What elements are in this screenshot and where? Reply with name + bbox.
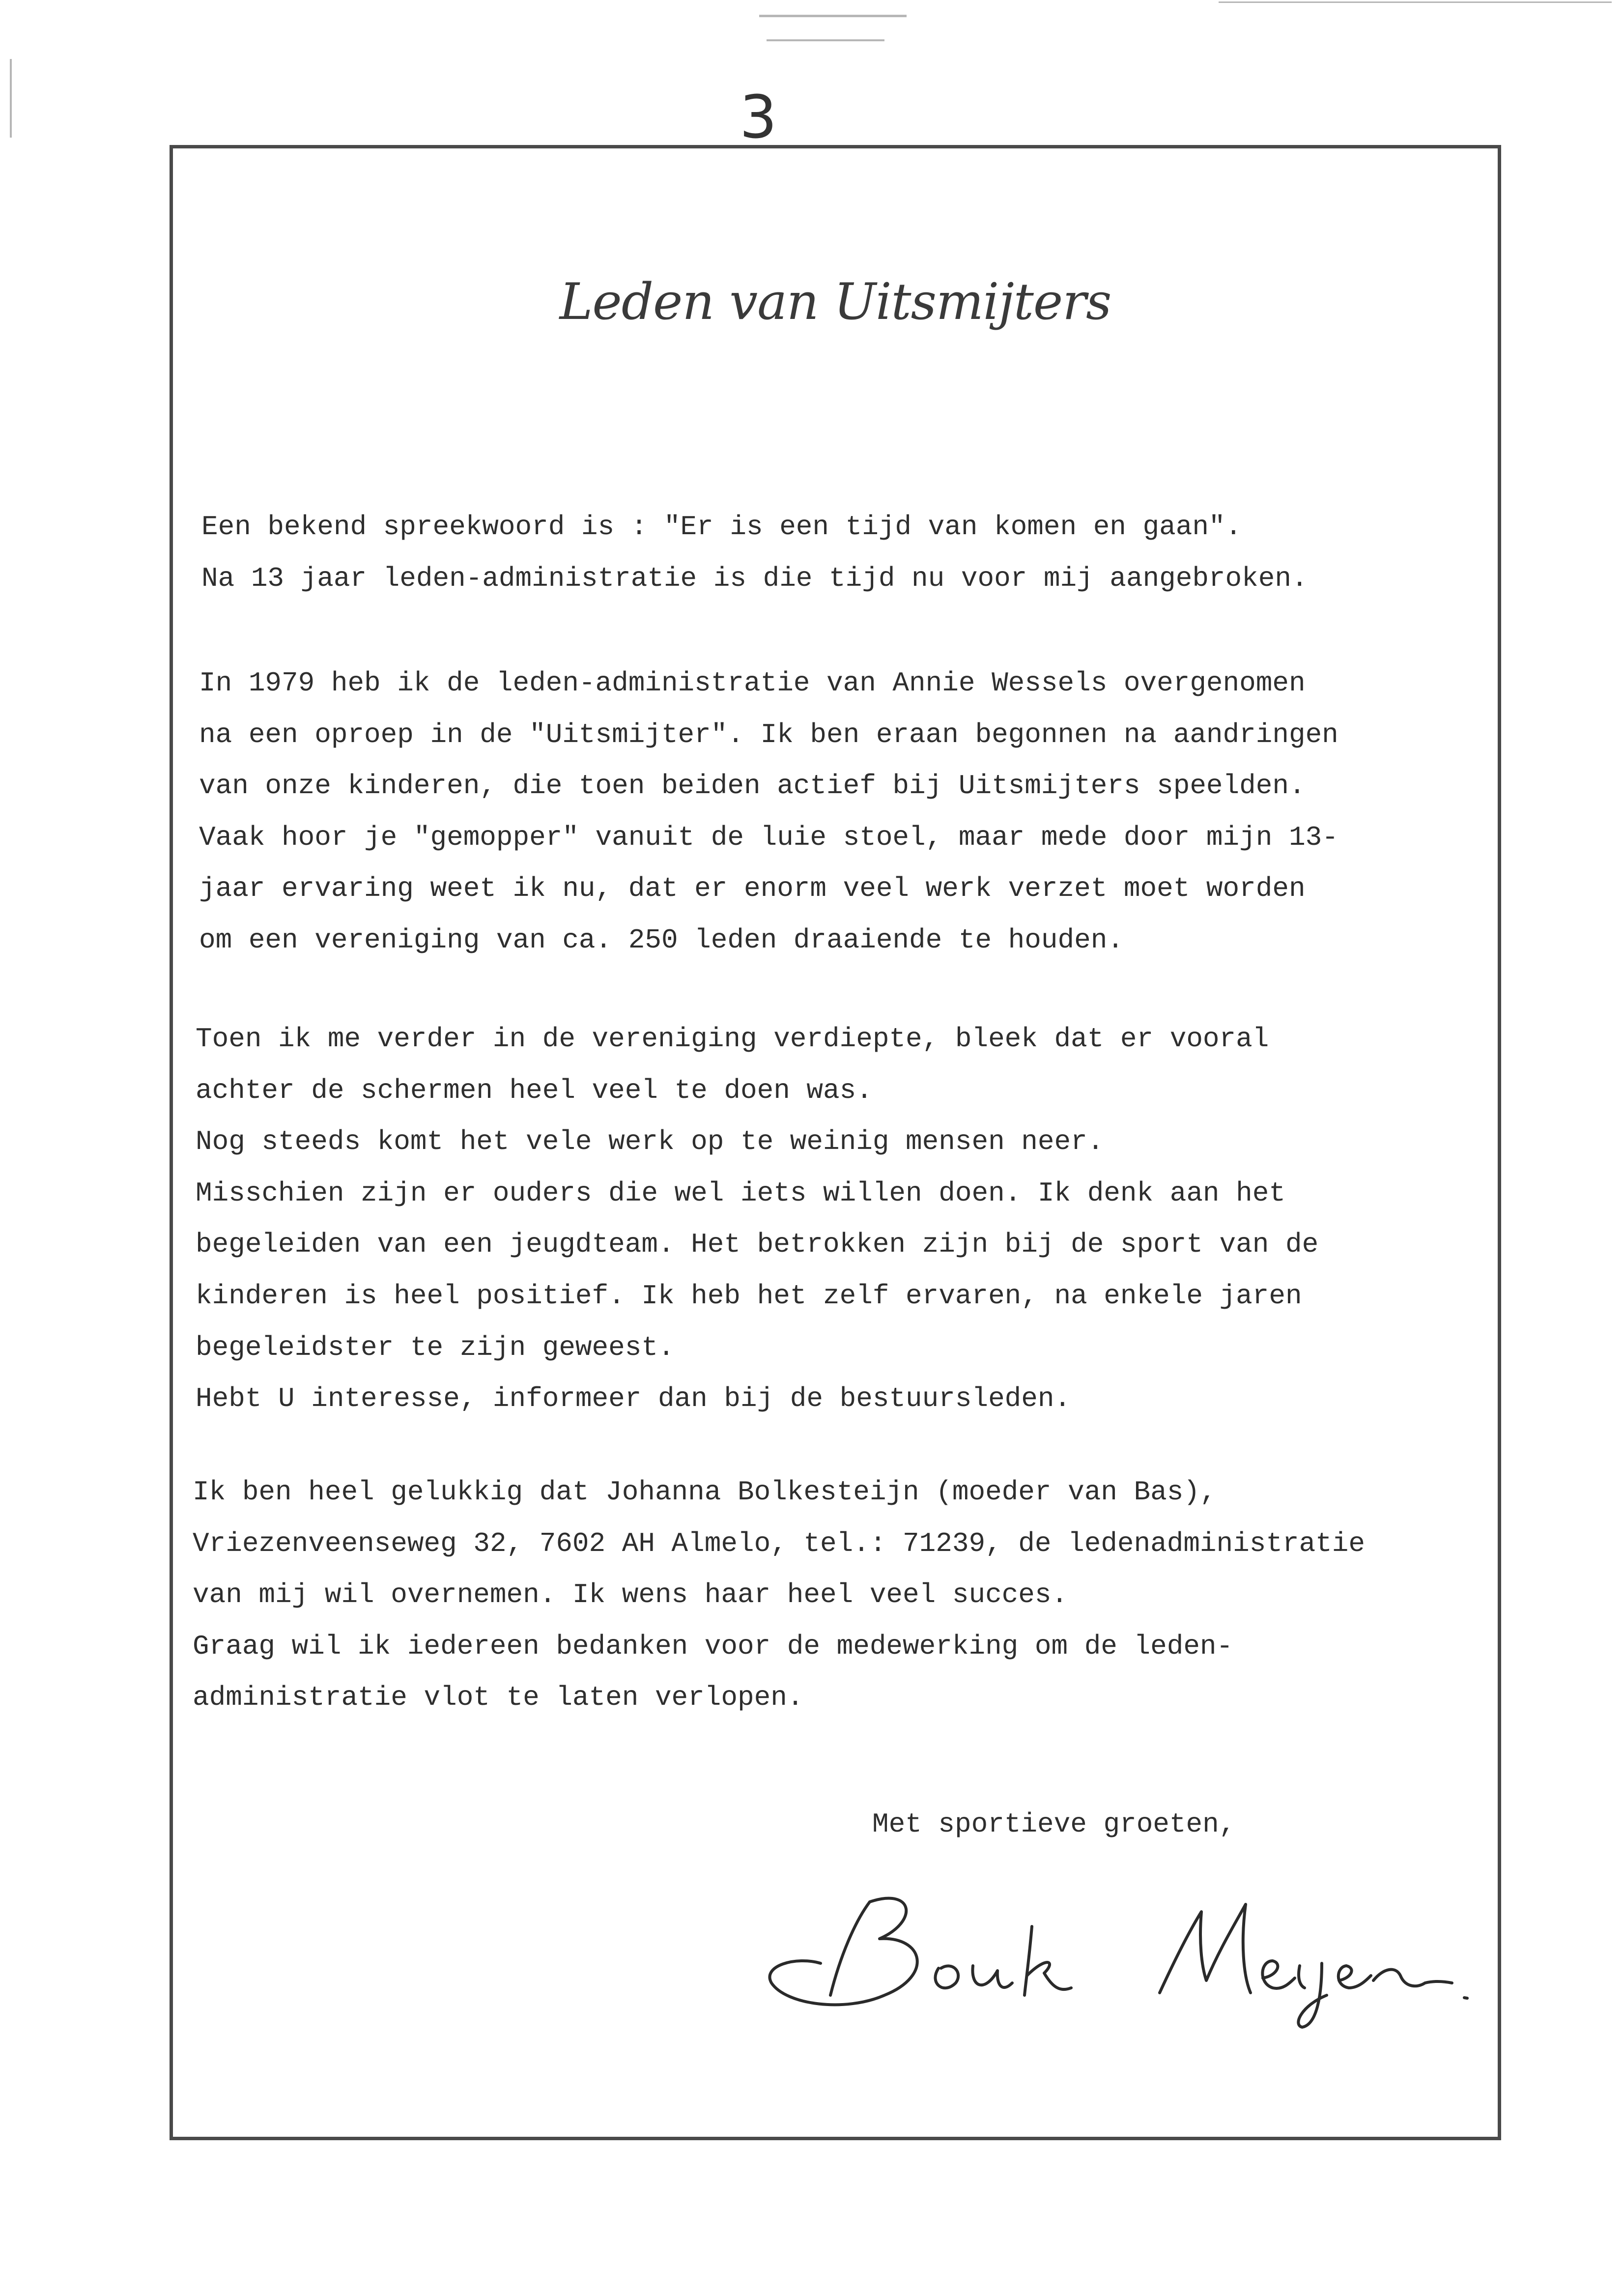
paragraph-history bbox=[199, 658, 1338, 966]
text-line: na een oproep in de "Uitsmijter". Ik ben eraan begonnen na aandringen bbox=[199, 718, 1338, 750]
text-line: Toen ik me verder in de vereniging verdiepte, bleek dat er vooral bbox=[196, 1023, 1269, 1055]
text-line: Vriezenveenseweg 32, 7602 AH Almelo, tel.: 71239, de ledenadministratie bbox=[193, 1527, 1365, 1559]
text-line: Nog steeds komt het vele werk op te weinig mensen neer. bbox=[196, 1126, 1104, 1158]
text-line: jaar ervaring weet ik nu, dat er enorm veel werk verzet moet worden bbox=[199, 873, 1306, 905]
text-line: administratie vlot te laten verlopen. bbox=[193, 1682, 804, 1714]
text-line: Een bekend spreekwoord is : "Er is een tijd van komen en gaan". bbox=[201, 511, 1242, 543]
text-line: Hebt U interesse, informeer dan bij de bestuursleden. bbox=[196, 1383, 1071, 1415]
handwritten-signature-icon bbox=[757, 1882, 1469, 2030]
scan-artifact-top-mark bbox=[759, 15, 907, 17]
text-line: begeleiden van een jeugdteam. Het betrokken zijn bij de sport van de bbox=[196, 1229, 1319, 1261]
paragraph-successor bbox=[193, 1466, 1365, 1723]
paragraph-intro bbox=[201, 501, 1308, 604]
text-line: om een vereniging van ca. 250 leden draaiende te houden. bbox=[199, 924, 1124, 956]
closing-greeting: Met sportieve groeten, bbox=[872, 1808, 1236, 1840]
page-number: 3 bbox=[740, 84, 777, 152]
scan-artifact-top-mark bbox=[767, 39, 884, 41]
text-line: In 1979 heb ik de leden-administratie van Annie Wessels overgenomen bbox=[199, 667, 1306, 699]
text-line: Graag wil ik iedereen bedanken voor de medewerking om de leden- bbox=[193, 1630, 1233, 1662]
text-line: Vaak hoor je "gemopper" vanuit de luie stoel, maar mede door mijn 13- bbox=[199, 821, 1338, 853]
text-line: Misschien zijn er ouders die wel iets willen doen. Ik denk aan het bbox=[196, 1177, 1285, 1209]
text-line: Ik ben heel gelukkig dat Johanna Bolkesteijn (moeder van Bas), bbox=[193, 1476, 1217, 1508]
text-line: Na 13 jaar leden-administratie is die tijd nu voor mij aangebroken. bbox=[201, 562, 1308, 594]
scan-artifact-top-edge bbox=[1219, 1, 1612, 3]
text-line: achter de schermen heel veel te doen was. bbox=[196, 1074, 873, 1106]
text-line: kinderen is heel positief. Ik heb het zelf ervaren, na enkele jaren bbox=[196, 1280, 1302, 1312]
text-line: begeleidster te zijn geweest. bbox=[196, 1331, 675, 1363]
text-line: van mij wil overnemen. Ik wens haar heel veel succes. bbox=[193, 1579, 1068, 1611]
page-title: Leden van Uitsmijters bbox=[559, 273, 1111, 331]
paragraph-volunteers bbox=[196, 1013, 1318, 1425]
scan-artifact-left-edge bbox=[10, 59, 12, 138]
text-line: van onze kinderen, die toen beiden actief bij Uitsmijters speelden. bbox=[199, 770, 1306, 802]
